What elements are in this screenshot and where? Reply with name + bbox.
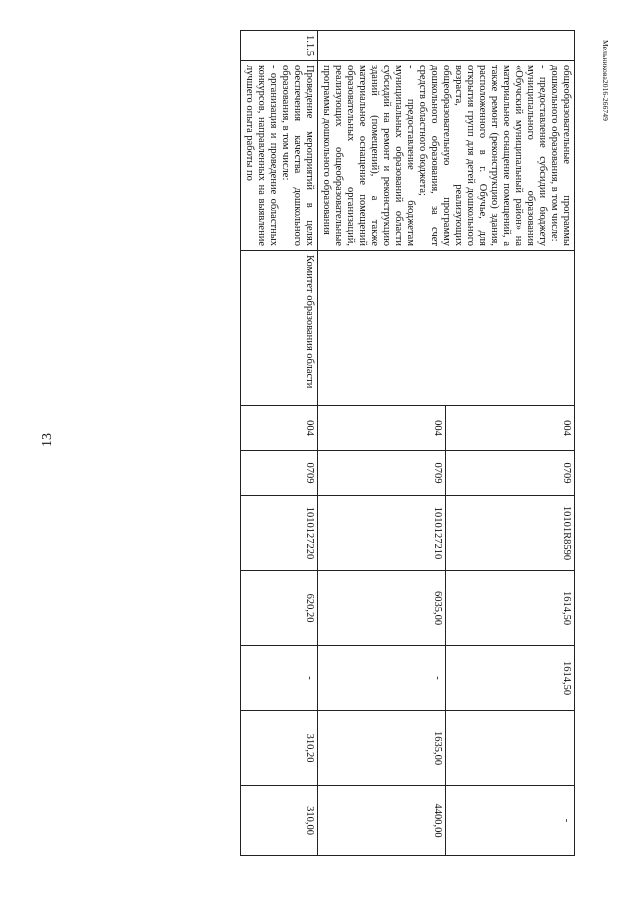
rz-cell: 0709 xyxy=(318,451,447,496)
executor-cell xyxy=(318,251,575,406)
value-cell: - xyxy=(241,646,318,711)
gr-cell: 004 xyxy=(318,406,447,451)
gr-cell: 004 xyxy=(446,406,575,451)
footer-code: Мельникова2016-266749 xyxy=(601,40,610,121)
description-line: - организация и проведение областных конкурсов, направленных на выявление лучшего опыта работы по xyxy=(244,65,279,246)
value-cell: 6035,00 xyxy=(318,571,447,646)
value-cell: 4400,00 xyxy=(318,786,447,856)
value-cell: 310,20 xyxy=(241,711,318,786)
executor-cell: Комитет образования области xyxy=(241,251,318,406)
value-cell: - xyxy=(318,646,447,711)
value-cell: 1635,00 xyxy=(318,711,447,786)
description-line: общеобразовательные программы дошкольного образования, в том числе: xyxy=(549,65,572,246)
description-line: - предоставление субсидии бюджету муниципального образования «Обучский муниципальный район» на материальное оснащение помещений, а также ремонт (реконструкцию) здания, расположенного в г. Обучье, для открытия групп для детей дошкольного возраста, реализующих общеобразовательную программу дошкольного образования, за счет средств областного бюджета; xyxy=(417,65,548,246)
table-row xyxy=(446,31,575,856)
description-line: - предоставление бюджетам муниципальных образований области субсидий на ремонт и реконструкцию зданий (помещений), а также материальное оснащение помещений образовательных организаций, реализующих общеобразовательные программы дошкольного образования xyxy=(321,65,416,246)
budget-table xyxy=(240,30,575,856)
rz-cell: 0709 xyxy=(241,451,318,496)
value-cell: 310,00 xyxy=(241,786,318,856)
table-row xyxy=(241,31,318,856)
value-cell: 620,20 xyxy=(241,571,318,646)
page-number: 13 xyxy=(40,433,55,447)
description-cell xyxy=(318,61,575,251)
row-number-cell: 1.1.5 xyxy=(241,31,318,61)
value-cell xyxy=(446,711,575,786)
value-cell: 1614,50 xyxy=(446,571,575,646)
row-number-cell xyxy=(318,31,575,61)
description-cell xyxy=(241,61,318,251)
csr-cell: 10101R8590 xyxy=(446,496,575,571)
value-cell: - xyxy=(446,786,575,856)
gr-cell: 004 xyxy=(241,406,318,451)
csr-cell: 1010127210 xyxy=(318,496,447,571)
rz-cell: 0709 xyxy=(446,451,575,496)
description-line: Проведение мероприятий в целях обеспечения качества дошкольного образования, в том числе: xyxy=(280,65,315,246)
value-cell: 1614,50 xyxy=(446,646,575,711)
csr-cell: 1010127220 xyxy=(241,496,318,571)
